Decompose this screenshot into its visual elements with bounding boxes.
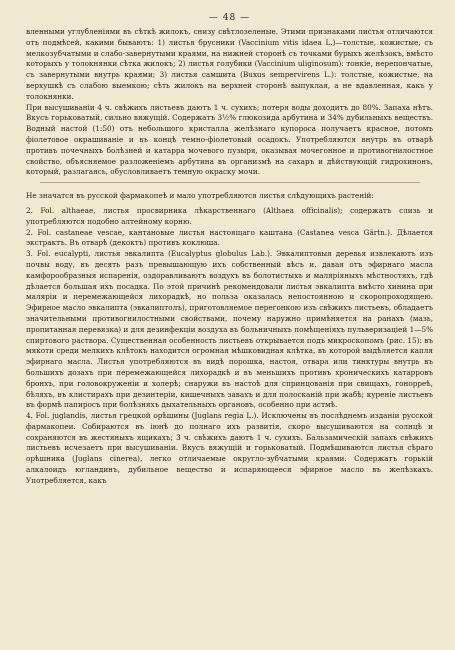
entry-juglans: 4. Fol. juglandis, листья грецкой орѣшины (Juglans regia L.). Исключены въ послѣднемъ изданіи русской фармакопеи. Собираются въ іюнѣ до полнаго ихъ развитія, скоро высушиваются на солнцѣ и сохраняются въ жестяныхъ ящикахъ; 3 ч. свѣжихъ даютъ 1 ч. сухихъ. Бальзамическій запахъ свѣжихъ листьевъ исчезаетъ при высушиваніи. Вкусъ вяжущій и горьковатый. Подмѣшиваются листья сѣраго орѣшника (Juglans cinerea), легко отличаемые округло-зубчатыми краями. Содержатъ горькій алкалоидъ югландинъ, дубильное вещество и испаряющееся эфирное масло въ желѣзкахъ. Употребляется, какъ [26, 411, 433, 485]
entry-eucalyptus: 3. Fol. eucalypti, листья эвкалипта (Eucalyptus globulus Lab.). Эвкалиптовыя деревья извлекаютъ изъ почвы воду, въ десять разъ превышающую ихъ собственный вѣсъ и, давая отъ эфирнаго масла камфорообразныя испаренія, оздоравливаютъ воздухъ въ болотистыхъ и маляріяныхъ мѣстностяхъ, гдѣ дѣлается большая ихъ посадка. По этой причинѣ рекомендовали листья эвкалипта вмѣсто хинина при маляріи и перемежающейся лихорадкѣ, но польза оказалась непостоянною и скоропроходящею. Эфирное масло эвкалипта (эвкалиптолъ), приготовляемое перегонкою изъ свѣжихъ листьевъ, обладаетъ значительными противогнилостными свойствами, почему наружно примѣняется на ранахъ (мазь, пропитанная перевязка) и для дезинфекціи воздуха въ больничныхъ помѣщеніяхъ пульверизаціей 1—5% спиртового раствора. Существенная особенность листьевъ открывается подъ микроскопомъ (рис. 15): въ мякоти среди мелкихъ клѣтокъ находится огромная мѣшковидная клѣтка, въ которой выдѣляется капля эфирнаго масла. Листья употребляются въ видѣ порошка, настоя, отвара или тинктуры внутрь въ большихъ дозахъ при перемежающейся лихорадкѣ и въ меньшихъ противъ хроническихъ катарровъ бронхъ, при головокруженіи и холерѣ; снаружи въ настоѣ для спринцованія при свищахъ, гонорреѣ, бѣляхъ, въ клистирахъ при дезинтеріи, кишечныхъ завахъ и для полосканій при жабѣ; куреніе листьевъ въ формѣ папиросъ при болѣзняхъ дыхательныхъ органовъ, особенно при астмѣ. [26, 249, 433, 410]
paragraph-properties: При высушиваніи 4 ч. свѣжихъ листьевъ даютъ 1 ч. сухихъ; потеря воды доходитъ до 80%. Запаха нѣтъ. Вкусъ горьковатый, сильно вяжущій. Содержатъ 3½% глюкозида арбутина и 34% дубильныхъ веществъ. Водный настой (1:50) отъ небольшого кристалла желѣзнаго купороса получаетъ красное, потомъ фіолетовое окрашиваніе и въ концѣ темно-фіолетовый осадокъ. Употребляются внутрь въ отварѣ противъ почечныхъ болѣзней и катарра мочевого пузыря, оказывая мочегонное и противогнилостное свойство, объясняемое разложеніемъ арбутина въ организмѣ на сахаръ и дѣйствующій гидрохинонъ, который, разлагаясь, обусловливаетъ темную окраску мочи. [26, 102, 433, 177]
section-divider [40, 182, 420, 183]
section-intro: Не значатся въ русской фармакопеѣ и мало употребляются листья слѣдующихъ растеній: [26, 191, 374, 201]
entry-castanea: 2. Fol. castaneae vescae, кантановые листья настоящаго каштана (Castanea vesca Gärtn.). Дѣлается экстрактъ. Въ отварѣ (декоктъ) противъ коклюша. [26, 227, 433, 248]
page-number: — 48 — [208, 13, 251, 23]
paragraph-impurities: вленными углубленіями въ сѣткѣ жилокъ, снизу свѣтлозеленые. Этими признаками листья отличаются отъ подмѣсей, какими бываютъ: 1) листья брусники (Vaccinium vitis idaea L.)—толстые, кожистые, съ мелкозубчатыми и слабо-завернутыми краями, на нижней сторонѣ съ точками бурыхъ желѣзокъ, вмѣсто которыхъ у толокнянки сѣтка жилокъ; 2) листья голубики (Vaccinium uliginosum): тонкіе, нерепончатые, съ завернутыми внутрь краями; 3) листья самшита (Buxus sempervirens L.): толстые, кожистые, на верхушкѣ съ слабою выемкою; сѣть жилокъ на верхней сторонѣ выпуклая, а не вдавленная, какъ у толокнянки. [26, 27, 433, 101]
entry-althaea: 2. Fol. althaeae, листья просвирника лѣкарственнаго (Althaea officinalis); содержатъ слизь и употребляются подобно алтейному корню. [26, 205, 433, 226]
